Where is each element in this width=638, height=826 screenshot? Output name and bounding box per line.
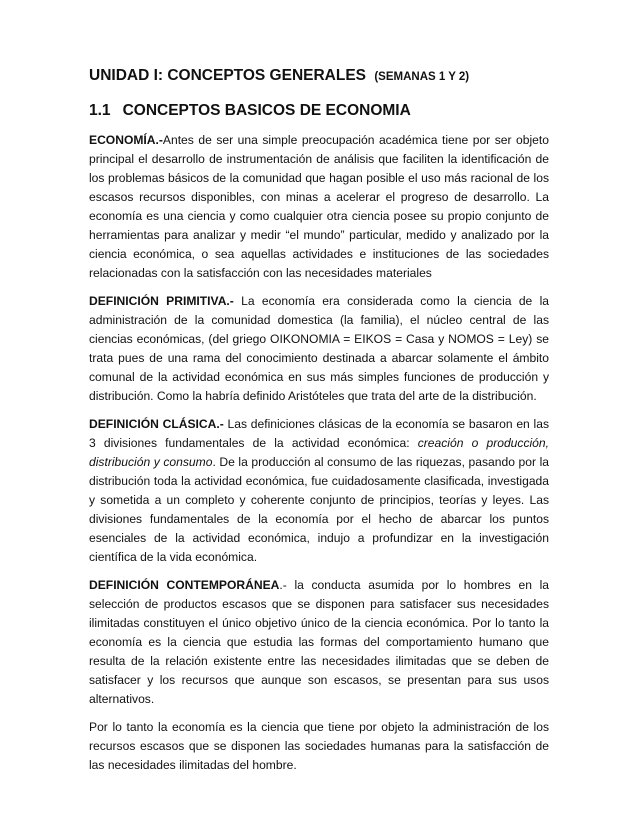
paragraph-conclusion [89, 718, 549, 775]
paragraph-text: .- la conducta asumida por lo hombres en la selección de productos escasos que se disponen para satisfacer sus necesidades ilimitadas constituyen el único objetivo único de la ciencia económica. Por lo tanto la economía es la ciencia que estudia las formas del comportamiento humano que resulta de la relación existente entre las necesidades ilimitadas que se deben de satisfacer y los recursos que aunque son escasos, se presentan para sus usos alternativos. [89, 578, 549, 706]
section-heading [89, 101, 549, 121]
term-definicion-primitiva: DEFINICIÓN PRIMITIVA.- [89, 294, 234, 308]
paragraph-text-before: Las definiciones clásicas de la economía se basaron en las 3 divisiones fundamentales de la actividad económica: [89, 417, 549, 450]
paragraph-definicion-contemporanea [89, 576, 549, 709]
unit-title: UNIDAD I: CONCEPTOS GENERALES [89, 67, 367, 84]
paragraph-economia [89, 131, 549, 283]
paragraph-text: Antes de ser una simple preocupación académica tiene por ser objeto principal el desarrollo de instrumentación de análisis que faciliten la identificación de los problemas básicos de la comunidad que hagan posible el uso más racional de los escasos recursos disponibles, con minas a acelerar el progreso de desarrollo. La economía es una ciencia y como cualquier otra ciencia posee su propio conjunto de herramientas para analizar y medir “el mundo” particular, medido y analizado por la ciencia económica, o sea aquellas actividades e instituciones de las sociedades relacionadas con la satisfacción con las necesidades materiales [89, 133, 549, 280]
paragraph-definicion-primitiva [89, 292, 549, 406]
document-page [89, 66, 549, 784]
paragraph-italic-divisions: creación o producción, distribución y consumo [89, 436, 549, 469]
paragraph-text: Por lo tanto la economía es la ciencia que tiene por objeto la administración de los recursos escasos que se disponen las sociedades humanas para la satisfacción de las necesidades ilimitadas del hombre. [89, 720, 549, 772]
section-number: 1.1 [89, 102, 111, 119]
section-title: CONCEPTOS BASICOS DE ECONOMIA [122, 102, 411, 119]
paragraph-text-after: . De la producción al consumo de las riquezas, pasando por la distribución toda la actividad económica, fue cuidadosamente clasificada, investigada y sometida a un completo y coherente conjunto de principios, teorías y leyes. Las divisiones fundamentales de la economía por el hecho de abarcar los puntos esenciales de la actividad económica, indujo a profundizar en la investigación científica de la vida económica. [89, 455, 549, 564]
term-definicion-clasica: DEFINICIÓN CLÁSICA.- [89, 417, 224, 431]
unit-weeks: (SEMANAS 1 Y 2) [374, 71, 470, 83]
paragraph-definicion-clasica [89, 415, 549, 567]
term-definicion-contemporanea: DEFINICIÓN CONTEMPORÁNEA [89, 578, 280, 592]
paragraph-text: La economía era considerada como la ciencia de la administración de la comunidad domestica (la familia), el núcleo central de las ciencias económicas, (del griego OIKONOMIA = EIKOS = Casa y NOMOS = Ley) se trata pues de una rama del conocimiento destinada a abarcar solamente el ámbito comunal de la actividad económica en sus más simples funciones de producción y distribución. Como la habría definido Aristóteles que trata del arte de la distribución. [89, 294, 549, 403]
unit-heading [89, 66, 549, 87]
term-economia: ECONOMÍA.- [89, 133, 163, 147]
